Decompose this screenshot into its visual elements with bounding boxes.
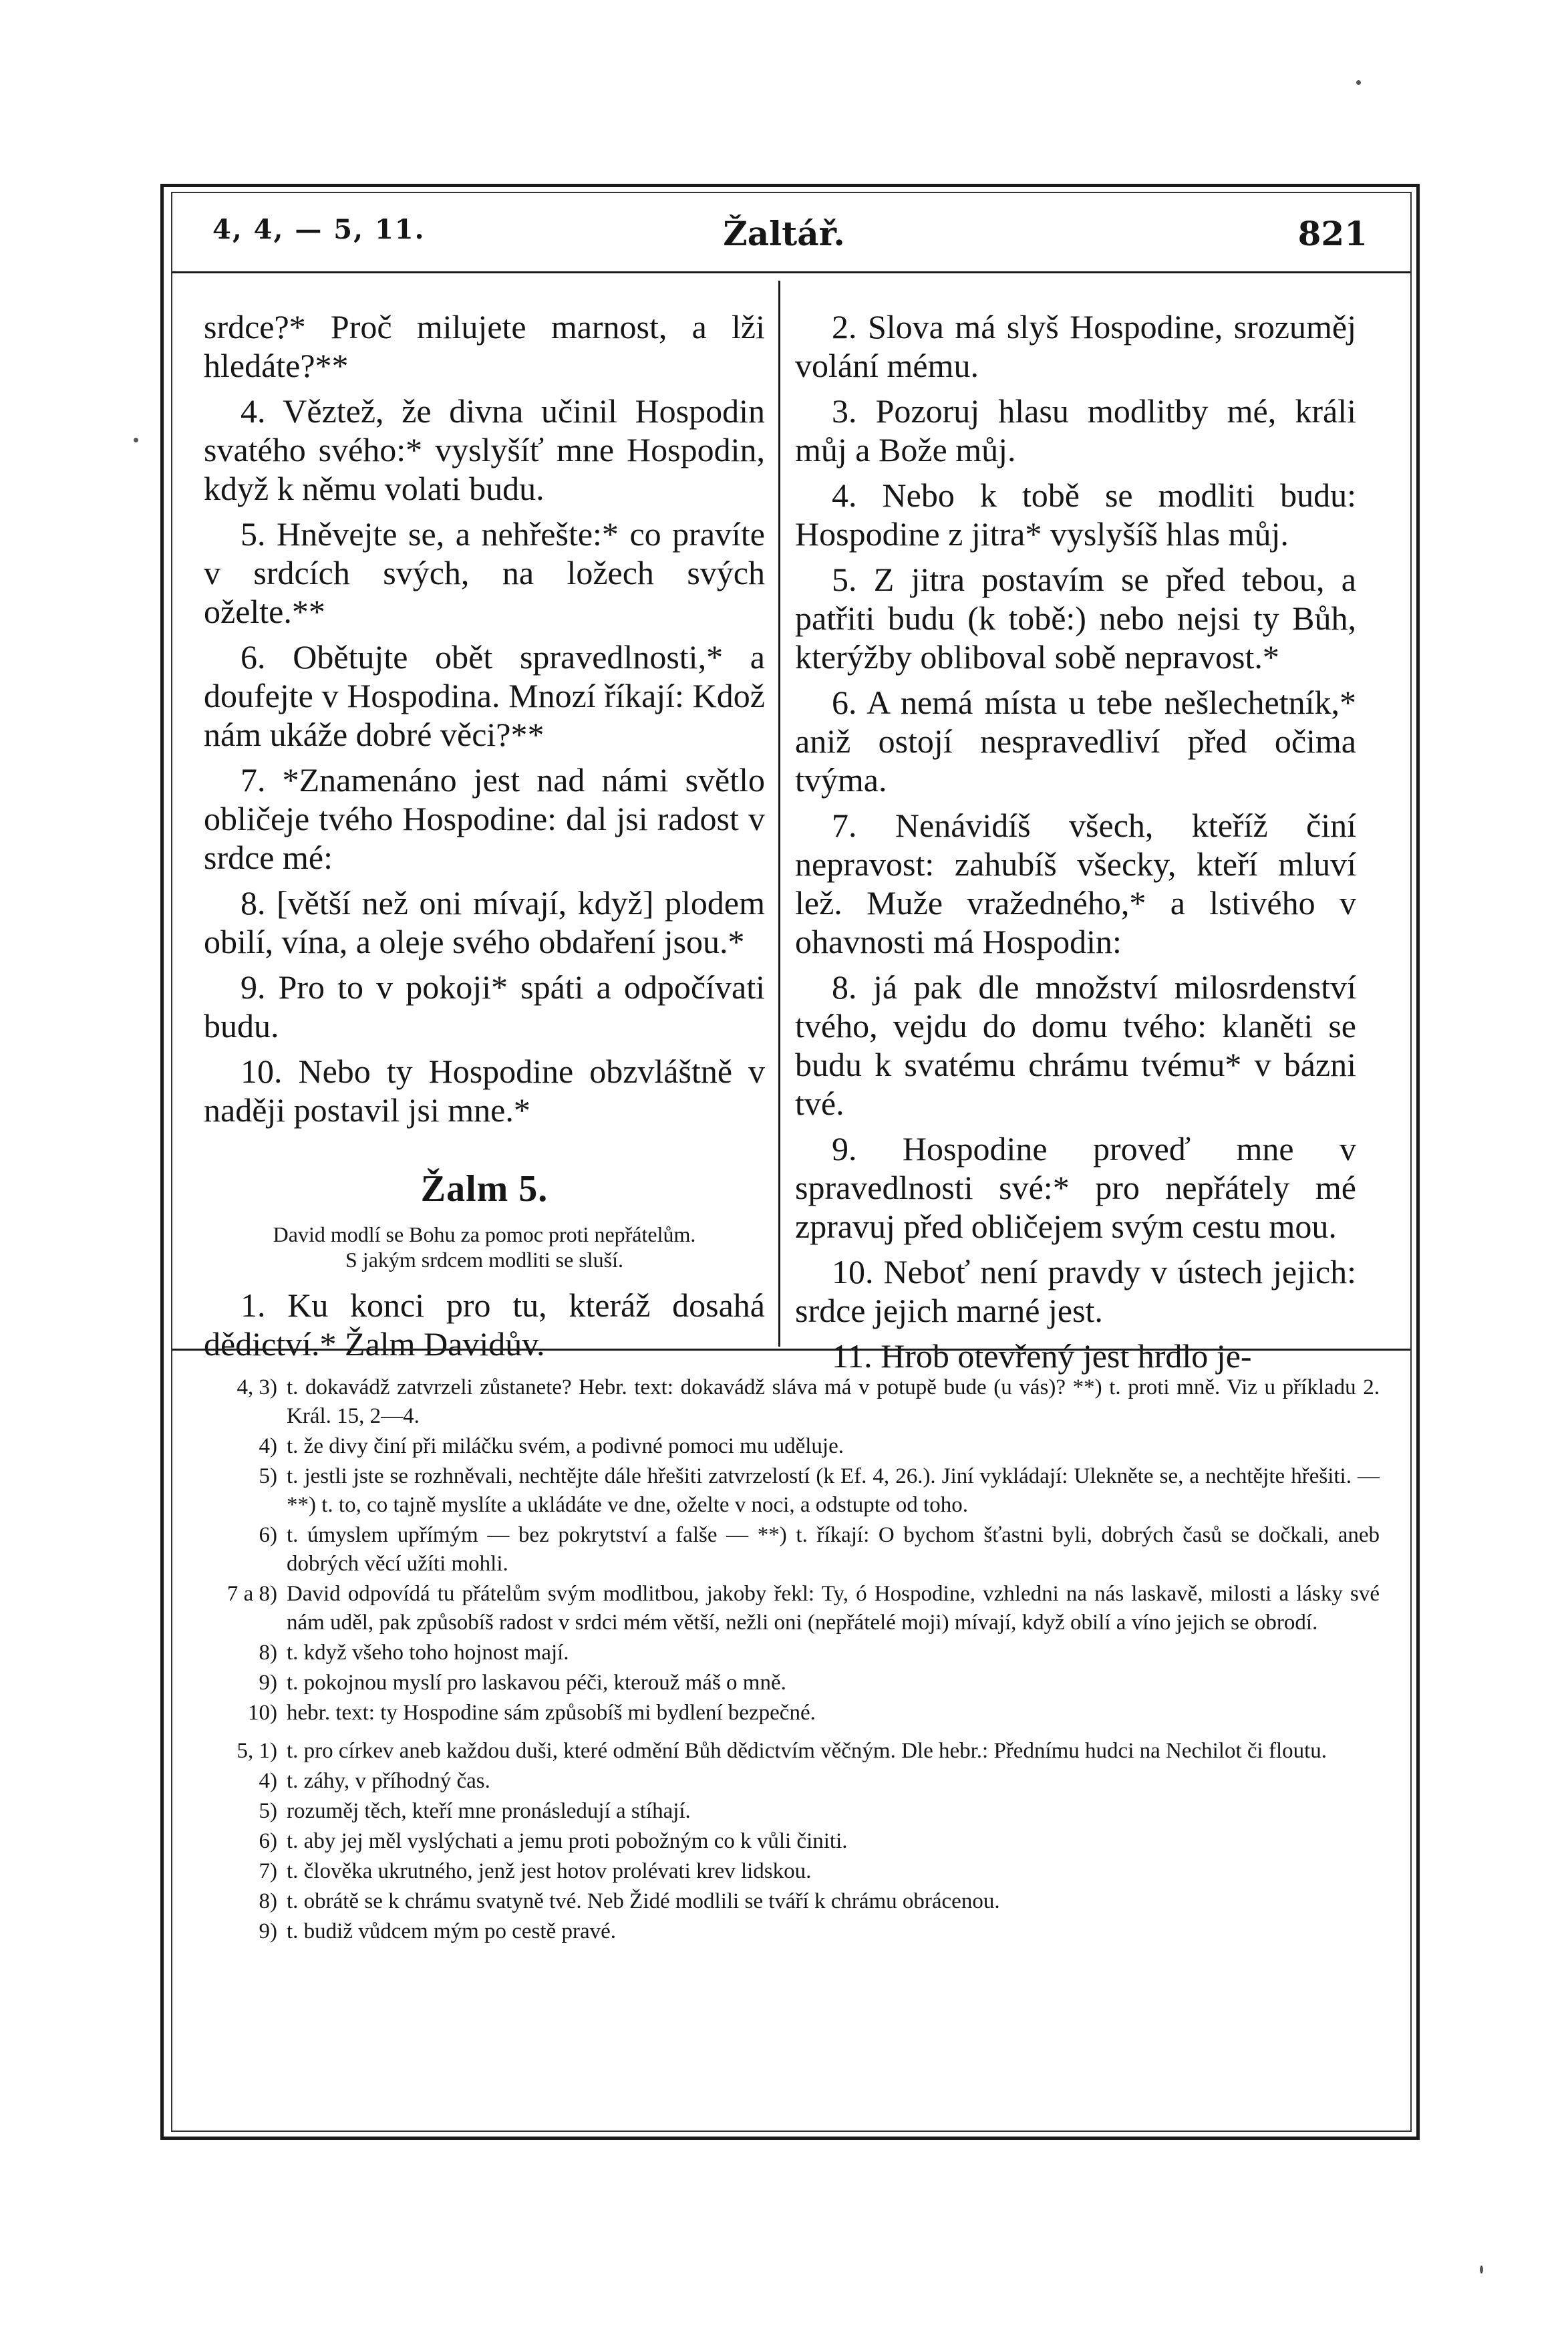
footnote-ref: 7 a 8) [226,1582,277,1606]
verse: 6. Obětujte obět spravedlnosti,* a doufejte v Hospodina. Mnozí říkají: Kdož nám ukáže dobré věci?** [204,638,765,753]
footnote [197,1462,1380,1520]
footnote [197,1857,1380,1886]
paper-speck [134,438,138,442]
footnote [197,1521,1380,1579]
left-column [204,307,765,1370]
header-book-title: Žaltář. [723,214,845,253]
psalm-summary-line: S jakým srdcem modliti se sluší. [345,1248,623,1272]
psalm-summary [204,1222,765,1272]
psalm-title: Žalm 5. [420,1168,548,1210]
footnote-text: hebr. text: ty Hospodine sám způsobíš mi bydlení bezpečné. [287,1701,816,1725]
footnote-ref: 4, 3) [237,1375,277,1399]
footnote-ref: 9) [259,1919,277,1943]
verse: 3. Pozoruj hlasu modlitby mé, králi můj a Bože můj. [795,392,1356,468]
footnote-ref: 4) [259,1769,277,1793]
footnote [197,1767,1380,1796]
verse: 2. Slova má slyš Hospodine, srozuměj volání mému. [795,308,1356,384]
verse: 8. [větší než oni mívají, když] plodem obilí, vína, a oleje svého obdaření jsou.* [204,884,765,960]
footnote-text: t. jestli jste se rozhněvali, nechtějte dále hřešiti zatvrzelostí (k Ef. 4, 26.). Jiní vykládají: Ulekněte se, a nechtějte hřešiti. — **) t. to, co tajně myslíte a ukládáte ve dne, oželte v noci, a odstupte od toho. [287,1464,1380,1517]
verse: 10. Neboť není pravdy v ústech jejich: srdce jejich marné jest. [795,1253,1356,1329]
footnote-ref: 6) [259,1523,277,1547]
verse: 1. Ku konci pro tu, kteráž dosahá dědictví.* Žalm Davidův. [204,1286,765,1363]
footnotes [197,1373,1380,1947]
footnote-text: t. že divy činí při miláčku svém, a podivné pomoci mu uděluje. [287,1434,844,1458]
footnote-text: t. pro církev aneb každou duši, které odmění Bůh dědictvím věčným. Dle hebr.: Přednímu hudci na Nechilot či floutu. [287,1739,1327,1763]
verse: 8. já pak dle množství milosrdenství tvého, vejdu do domu tvého: klaněti se budu k svatému chrámu tvému* v bázni tvé. [795,968,1356,1122]
footnote-text: rozuměj těch, kteří mne pronásledují a stíhají. [287,1799,691,1823]
footnote-text: t. obrátě se k chrámu svatyně tvé. Neb Židé modlili se tváří k chrámu obrácenou. [287,1889,1000,1913]
verse: 5. Hněvejte se, a nehřešte:* co pravíte v srdcích svých, na ložech svých oželte.** [204,515,765,630]
footnote-ref: 10) [248,1701,277,1725]
paper-speck [1356,80,1361,85]
verse: 4. Věztež, že divna učinil Hospodin svatého svého:* vyslyšíť mne Hospodin, když k němu volati budu. [204,392,765,507]
footnote [197,1797,1380,1826]
footnote-ref: 9) [259,1671,277,1695]
footnote [197,1699,1380,1728]
footnote-text: t. když všeho toho hojnost mají. [287,1641,569,1665]
psalm-summary-line: David modlí se Bohu za pomoc proti nepřátelům. [273,1222,696,1246]
footnote-ref: 8) [259,1889,277,1913]
verse: srdce?* Proč milujete marnost, a lži hledáte?** [204,308,765,384]
footnote-ref: 8) [259,1641,277,1665]
column-divider [778,281,780,1347]
footnote-ref: 4) [259,1434,277,1458]
footnote [197,1669,1380,1697]
verse: 5. Z jitra postavím se před tebou, a patřiti budu (k tobě:) nebo nejsi ty Bůh, kterýžby obliboval sobě nepravost.* [795,561,1356,676]
footnote-text: t. úmyslem upřímým — bez pokrytství a falše — **) t. říkají: O bychom šťastni byli, dobrých časů se dočkali, aneb dobrých věcí užíti mohli. [287,1523,1380,1576]
verse: 11. Hrob otevřený jest hrdlo je- [832,1337,1252,1375]
verse: 10. Nebo ty Hospodine obzvláštně v naději postavil jsi mne.* [204,1053,765,1129]
verse: 7. Nenávidíš všech, kteříž činí nepravost: zahubíš všecky, kteří mluví lež. Muže vražedného,* a lstivého v ohavnosti má Hospodin: [795,807,1356,960]
footnote [197,1639,1380,1667]
footnote [197,1580,1380,1637]
footnote-ref: 5) [259,1799,277,1823]
footnote-ref: 5, 1) [237,1739,277,1763]
footnote-rule [172,1349,1410,1351]
paper-speck [1480,2266,1483,2274]
header-rule [172,271,1410,273]
right-column [795,307,1356,1382]
footnote-text: t. budiž vůdcem mým po cestě pravé. [287,1919,617,1943]
footnote [197,1887,1380,1916]
footnote [197,1432,1380,1461]
footnote-text: t. dokavádž zatvrzeli zůstanete? Hebr. text: dokavádž sláva má v potupě bude (u vás)? **) t. proti mně. Viz u příkladu 2. Král. 15, 2—4. [287,1375,1380,1428]
verse: 6. A nemá místa u tebe nešlechetník,* aniž ostojí nespravedliví před očima tvýma. [795,684,1356,799]
footnote-ref: 5) [259,1464,277,1488]
footnote-text: t. aby jej měl vyslýchati a jemu proti pobožným co k vůli činiti. [287,1829,848,1853]
footnote-text: t. člověka ukrutného, jenž jest hotov prolévati krev lidskou. [287,1859,812,1883]
footnote-text: t. pokojnou myslí pro laskavou péči, kterouž máš o mně. [287,1671,786,1695]
verse: 9. Pro to v pokoji* spáti a odpočívati budu. [204,968,765,1045]
header-page-number: 821 [1297,214,1368,253]
footnote-text: David odpovídá tu přátelům svým modlitbou, jakoby řekl: Ty, ó Hospodine, vzhledni na nás laskavě, milosti a lásky své nám uděl, pak způsobíš radost v srdci mém větší, nežli oni (nepřátelé moji) mívají, když obilí a víno jejich se obrodí. [287,1582,1380,1635]
footnote [197,1917,1380,1946]
footnote [197,1827,1380,1856]
footnote-ref: 7) [259,1859,277,1883]
footnote-text: t. záhy, v příhodný čas. [287,1769,490,1793]
footnote-ref: 6) [259,1829,277,1853]
verse: 9. Hospodine proveď mne v spravedlnosti své:* pro nepřátely mé zpravuj před obličejem svým cestu mou. [795,1130,1356,1245]
verse: 7. *Znamenáno jest nad námi světlo obličeje tvého Hospodine: dal jsi radost v srdce mé: [204,761,765,876]
footnote [197,1373,1380,1431]
header-chapter-range: 4, 4, — 5, 11. [212,214,426,245]
footnote [197,1737,1380,1766]
verse: 4. Nebo k tobě se modliti budu: Hospodine z jitra* vyslyšíš hlas můj. [795,476,1356,553]
